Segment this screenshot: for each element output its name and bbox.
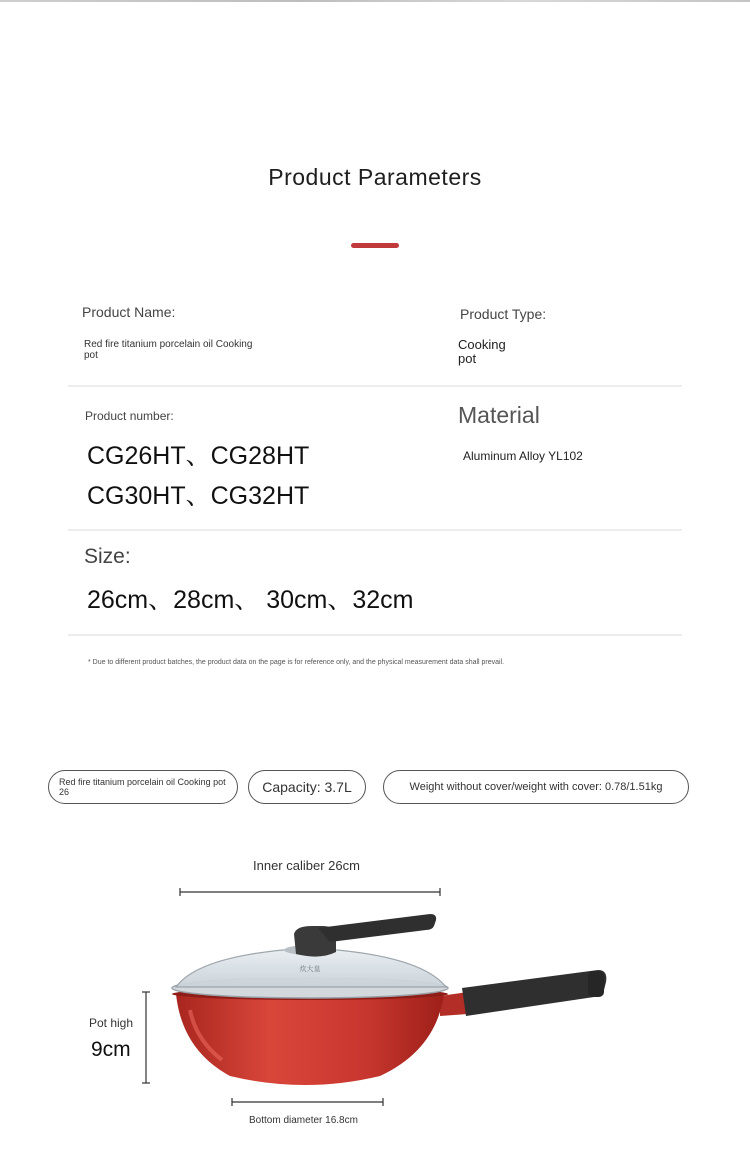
divider (68, 385, 682, 387)
title-accent-bar (351, 243, 399, 248)
weight-text: Weight without cover/weight with cover: 0.78/1.51kg (409, 781, 663, 793)
model-text: Red fire titanium porcelain oil Cooking pot 26 (59, 777, 226, 797)
divider (68, 529, 682, 531)
size-value: 26cm、28cm、 30cm、32cm (87, 586, 414, 614)
disclaimer-note: * Due to different product batches, the product data on the page is for reference only, and the physical measurement data shall prevail. (88, 659, 505, 666)
bottom-diameter-line (232, 1098, 383, 1106)
svg-text:炊大皇: 炊大皇 (299, 965, 321, 973)
top-image-strip (0, 0, 750, 2)
product-type-value: Cooking pot (458, 337, 506, 366)
material-value: Aluminum Alloy YL102 (463, 449, 583, 463)
pot-body (176, 994, 444, 1085)
product-number-label: Product number: (85, 409, 174, 423)
capacity-pill (248, 770, 366, 804)
product-name-label: Product Name: (82, 304, 176, 320)
lid-knob-handle (294, 914, 436, 957)
pot-high-label: Pot high (89, 1016, 134, 1030)
page-title: Product Parameters (268, 164, 482, 190)
material-label: Material (458, 402, 540, 428)
capacity-text: Capacity: 3.7L (262, 779, 352, 795)
pot-illustration (0, 870, 750, 1110)
product-number-line-1: CG26HT、CG28HT (87, 442, 310, 470)
divider (68, 634, 682, 636)
product-type-label: Product Type: (460, 306, 547, 322)
model-pill (48, 770, 238, 804)
product-number-line-2: CG30HT、CG32HT (87, 482, 310, 510)
weight-pill (383, 770, 689, 804)
size-label: Size: (84, 545, 131, 568)
inner-caliber-label: Inner caliber 26cm (253, 858, 360, 873)
pot-side-handle (440, 970, 606, 1016)
bottom-diameter-label: Bottom diameter 16.8cm (249, 1115, 358, 1126)
pot-height-line (142, 992, 150, 1083)
product-name-value: Red fire titanium porcelain oil Cooking pot (84, 339, 253, 361)
pot-high-value: 9cm (91, 1038, 131, 1061)
inner-caliber-line (180, 888, 440, 896)
